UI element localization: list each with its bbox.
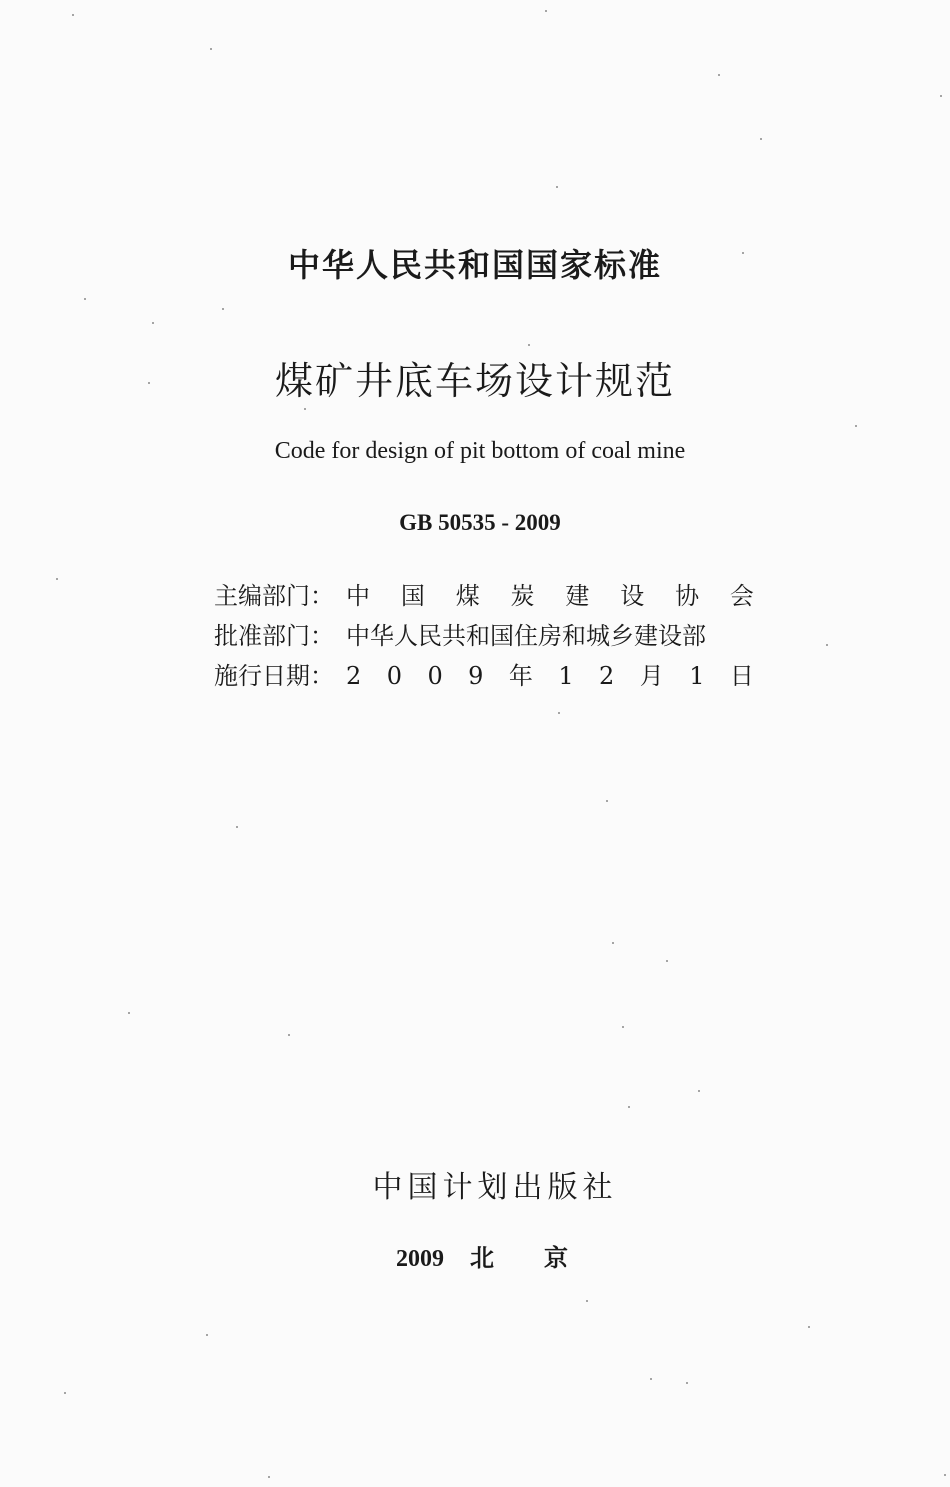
effective-date-char: 9 (468, 662, 484, 690)
approver-value: 中华人民共和国住房和城乡建设部 (346, 622, 706, 650)
chief-editor-char: 国 (400, 582, 425, 610)
chief-editor-char: 建 (565, 582, 590, 610)
national-standard-heading: 中华人民共和国国家标准 (287, 246, 662, 284)
publication-year-city (396, 1238, 618, 1273)
chief-editor-row (214, 580, 754, 612)
document-title-chinese: 煤矿井底车场设计规范 (274, 359, 675, 403)
effective-date-char: 1 (689, 662, 705, 690)
chief-editor-char: 炭 (510, 582, 535, 610)
effective-date-char: 月 (639, 662, 664, 690)
effective-date-row (214, 660, 754, 692)
chief-editor-value (346, 580, 754, 612)
chief-editor-char: 设 (620, 582, 645, 610)
effective-date-char: 日 (729, 662, 754, 690)
standard-number: GB 50535 - 2009 (399, 510, 561, 535)
approver-row (214, 620, 754, 652)
publication-year: 2009 (396, 1246, 444, 1272)
publication-city: 北京 (470, 1244, 618, 1272)
chief-editor-label: 主编部门： (214, 582, 334, 610)
chief-editor-char: 煤 (455, 582, 480, 610)
effective-date-char: 1 (558, 662, 574, 690)
approver-label: 批准部门： (214, 622, 334, 650)
effective-date-char: 年 (508, 662, 533, 690)
effective-date-char: 0 (386, 662, 402, 690)
effective-date-char: 0 (427, 662, 443, 690)
effective-date-label: 施行日期： (214, 662, 334, 690)
effective-date-char: 2 (599, 662, 615, 690)
publisher-name: 中国计划出版社 (372, 1170, 618, 1205)
effective-date-char: 2 (346, 662, 362, 690)
chief-editor-char: 会 (729, 582, 754, 610)
effective-date-value (346, 660, 754, 692)
chief-editor-char: 中 (346, 582, 370, 610)
chief-editor-char: 协 (675, 582, 700, 610)
document-title-english: Code for design of pit bottom of coal mine (274, 438, 686, 464)
